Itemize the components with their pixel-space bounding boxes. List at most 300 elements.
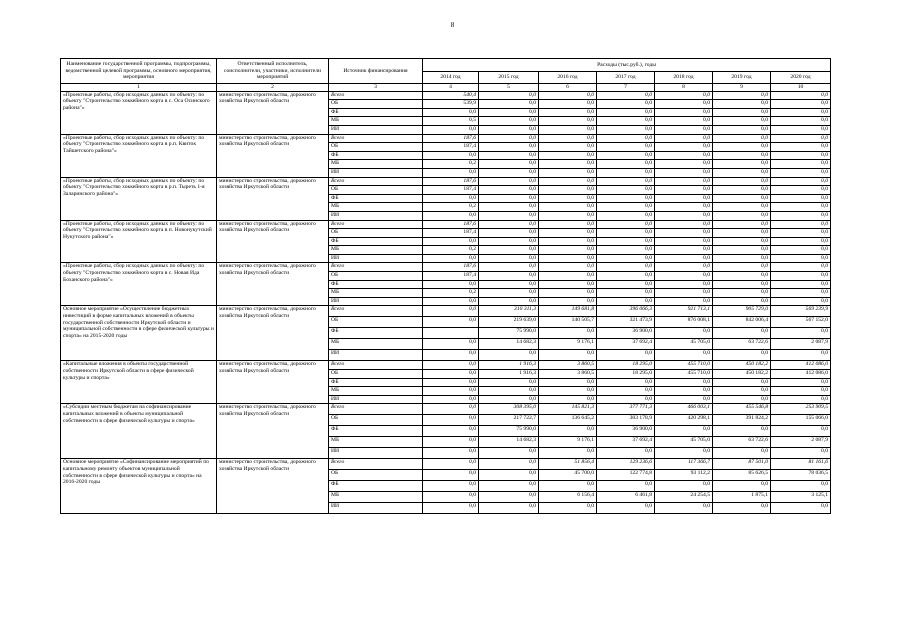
expense-value: 0,0 bbox=[713, 378, 771, 387]
budget-table bbox=[60, 58, 831, 514]
expense-value: 0,0 bbox=[597, 220, 655, 229]
expense-value: 0,0 bbox=[597, 254, 655, 263]
expense-value: 0,0 bbox=[539, 91, 597, 100]
expense-value: 0,0 bbox=[655, 108, 713, 117]
expense-value: 0,2 bbox=[423, 289, 479, 298]
expense-value: 0,0 bbox=[771, 177, 831, 186]
expense-value: 0,0 bbox=[539, 160, 597, 169]
expense-value: 0,0 bbox=[423, 415, 479, 426]
expense-value: 0,0 bbox=[713, 229, 771, 238]
funding-source: ОБ bbox=[329, 470, 423, 481]
expense-value: 78 036,5 bbox=[771, 470, 831, 481]
expense-value: 0,0 bbox=[479, 280, 539, 289]
expense-value: 45 700,0 bbox=[539, 470, 597, 481]
expense-value: 0,2 bbox=[423, 160, 479, 169]
funding-source: ОБ bbox=[329, 100, 423, 109]
expense-value: 45 705,0 bbox=[655, 339, 713, 350]
expense-value: 0,0 bbox=[539, 280, 597, 289]
table-body bbox=[61, 91, 831, 514]
expense-value: 0,0 bbox=[539, 395, 597, 404]
expense-value: 0,0 bbox=[479, 395, 539, 404]
expense-value: 0,0 bbox=[655, 229, 713, 238]
funding-source: МБ bbox=[329, 437, 423, 448]
expense-value: 0,0 bbox=[423, 470, 479, 481]
expense-value: 0,0 bbox=[771, 387, 831, 396]
funding-source: Всего bbox=[329, 306, 423, 317]
expense-value: 0,0 bbox=[597, 194, 655, 203]
funding-source: ФБ bbox=[329, 378, 423, 387]
expense-value: 0,0 bbox=[479, 503, 539, 514]
funding-source: МБ bbox=[329, 492, 423, 503]
expense-value: 0,0 bbox=[713, 254, 771, 263]
expense-value: 18 295,0 bbox=[597, 370, 655, 379]
table-row bbox=[61, 306, 831, 317]
expense-value: 0,5 bbox=[423, 117, 479, 126]
expense-value: 0,0 bbox=[479, 100, 539, 109]
expense-value: 0,0 bbox=[713, 289, 771, 298]
expense-value: 0,0 bbox=[479, 194, 539, 203]
expense-value: 0,0 bbox=[479, 203, 539, 212]
funding-source: ИИ bbox=[329, 297, 423, 306]
expense-value: 0,0 bbox=[539, 426, 597, 437]
expense-value: 0,0 bbox=[597, 151, 655, 160]
expense-value: 0,0 bbox=[539, 211, 597, 220]
expense-value: 0,0 bbox=[771, 100, 831, 109]
expense-value: 0,0 bbox=[597, 186, 655, 195]
expense-value: 0,0 bbox=[479, 254, 539, 263]
expense-value: 0,0 bbox=[771, 297, 831, 306]
expense-value: 455 710,0 bbox=[655, 370, 713, 379]
expense-value: 0,0 bbox=[713, 211, 771, 220]
expense-value: 310 311,3 bbox=[479, 306, 539, 317]
expense-value: 455 546,8 bbox=[713, 404, 771, 415]
expense-value: 0,0 bbox=[771, 289, 831, 298]
funding-source: Всего bbox=[329, 361, 423, 370]
funding-source: МБ bbox=[329, 246, 423, 255]
executor: министерство строительства, дорожного хозяйства Иркутской области bbox=[217, 361, 329, 404]
funding-source: ОБ bbox=[329, 415, 423, 426]
table-row bbox=[61, 220, 831, 229]
expense-value: 0,0 bbox=[713, 350, 771, 361]
expense-value: 540,4 bbox=[423, 91, 479, 100]
funding-source: Всего bbox=[329, 220, 423, 229]
expense-value: 0,0 bbox=[539, 378, 597, 387]
expense-value: 0,0 bbox=[539, 186, 597, 195]
header-name: Наименование государственной программы, подпрограммы, ведомственной целевой программы, основного мероприятия, мероприятия bbox=[61, 59, 217, 84]
expense-value: 0,0 bbox=[655, 448, 713, 459]
expense-value: 0,0 bbox=[655, 378, 713, 387]
expense-value: 0,0 bbox=[713, 151, 771, 160]
expense-value: 0,0 bbox=[479, 186, 539, 195]
measure-name: Основное мероприятие «Софинансирование мероприятий по капитальному ремонту объектов муниципальной собственности в сфере физической культуры и спорта» на 2016-2020 годы bbox=[61, 459, 217, 514]
expense-value: 0,0 bbox=[655, 168, 713, 177]
expense-value: 87 501,0 bbox=[713, 459, 771, 470]
funding-source: МБ bbox=[329, 387, 423, 396]
expense-value: 9 176,1 bbox=[539, 339, 597, 350]
expense-value: 0,0 bbox=[655, 350, 713, 361]
column-number: 7 bbox=[597, 84, 655, 92]
expense-value: 2 087,9 bbox=[771, 437, 831, 448]
expense-value: 0,0 bbox=[597, 91, 655, 100]
expense-value: 0,0 bbox=[713, 203, 771, 212]
expense-value: 0,0 bbox=[423, 306, 479, 317]
expense-value: 117 366,7 bbox=[655, 459, 713, 470]
expense-value: 24 254,5 bbox=[655, 492, 713, 503]
funding-source: ИИ bbox=[329, 168, 423, 177]
column-number: 8 bbox=[655, 84, 713, 92]
expense-value: 187,4 bbox=[423, 229, 479, 238]
expense-value: 0,0 bbox=[771, 378, 831, 387]
measure-name: «Капитальные вложения в объекты государственной собственности Иркутской области в сфере физической культуры и спорта» bbox=[61, 361, 217, 404]
expense-value: 9 176,1 bbox=[539, 437, 597, 448]
expense-value: 0,0 bbox=[655, 143, 713, 152]
expense-value: 0,0 bbox=[655, 280, 713, 289]
expense-value: 0,0 bbox=[713, 387, 771, 396]
header-year: 2016 год bbox=[539, 72, 597, 84]
expense-value: 0,0 bbox=[655, 328, 713, 339]
expense-value: 0,0 bbox=[423, 426, 479, 437]
expense-value: 0,0 bbox=[597, 272, 655, 281]
expense-value: 0,0 bbox=[597, 177, 655, 186]
expense-value: 0,0 bbox=[479, 459, 539, 470]
expense-value: 0,0 bbox=[713, 272, 771, 281]
expense-value: 0,0 bbox=[539, 220, 597, 229]
expense-value: 0,0 bbox=[655, 160, 713, 169]
measure-name: «Проектные работы, сбор исходных данных по объекту: по объекту "Строительство хоккейного корта в п. Новонукутский Нукутского района"» bbox=[61, 220, 217, 263]
expense-value: 0,0 bbox=[597, 378, 655, 387]
expense-value: 0,0 bbox=[597, 263, 655, 272]
expense-value: 0,0 bbox=[479, 448, 539, 459]
expense-value: 0,0 bbox=[539, 328, 597, 339]
expense-value: 0,0 bbox=[539, 448, 597, 459]
expense-value: 0,0 bbox=[713, 134, 771, 143]
expense-value: 412 086,0 bbox=[771, 361, 831, 370]
expense-value: 0,0 bbox=[713, 503, 771, 514]
executor: министерство строительства, дорожного хозяйства Иркутской области bbox=[217, 404, 329, 459]
expense-value: 0,0 bbox=[771, 229, 831, 238]
funding-source: ИИ bbox=[329, 395, 423, 404]
expense-value: 0,0 bbox=[423, 437, 479, 448]
expense-value: 308 395,0 bbox=[479, 404, 539, 415]
expense-value: 0,0 bbox=[423, 151, 479, 160]
funding-source: ИИ bbox=[329, 125, 423, 134]
funding-source: Всего bbox=[329, 177, 423, 186]
executor: министерство строительства, дорожного хозяйства Иркутской области bbox=[217, 91, 329, 134]
table-row bbox=[61, 404, 831, 415]
expense-value: 0,0 bbox=[655, 211, 713, 220]
expense-value: 0,0 bbox=[479, 272, 539, 281]
expense-value: 921 713,1 bbox=[655, 306, 713, 317]
expense-value: 187,6 bbox=[423, 263, 479, 272]
funding-source: ИИ bbox=[329, 254, 423, 263]
column-number: 2 bbox=[217, 84, 329, 92]
expense-value: 0,0 bbox=[539, 387, 597, 396]
expense-value: 0,0 bbox=[539, 350, 597, 361]
expense-value: 0,0 bbox=[479, 350, 539, 361]
expense-value: 0,0 bbox=[655, 125, 713, 134]
expense-value: 0,0 bbox=[479, 211, 539, 220]
expense-value: 187,4 bbox=[423, 186, 479, 195]
expense-value: 0,0 bbox=[655, 220, 713, 229]
expense-value: 455 710,0 bbox=[655, 361, 713, 370]
expense-value: 412 086,0 bbox=[771, 370, 831, 379]
expense-value: 37 692,4 bbox=[597, 437, 655, 448]
expense-value: 217 722,7 bbox=[479, 415, 539, 426]
measure-name: «Проектные работы, сбор исходных данных по объекту: по объекту "Строительство хоккейного корта в р.п. Квиток Тайшетского района"» bbox=[61, 134, 217, 177]
funding-source: МБ bbox=[329, 203, 423, 212]
expense-value: 0,0 bbox=[539, 237, 597, 246]
expense-value: 0,0 bbox=[479, 246, 539, 255]
expense-value: 0,0 bbox=[771, 117, 831, 126]
expense-value: 0,0 bbox=[479, 177, 539, 186]
expense-value: 0,0 bbox=[771, 328, 831, 339]
expense-value: 0,0 bbox=[423, 108, 479, 117]
funding-source: Всего bbox=[329, 91, 423, 100]
expense-value: 0,0 bbox=[771, 168, 831, 177]
expense-value: 45 705,0 bbox=[655, 437, 713, 448]
header-year: 2018 год bbox=[655, 72, 713, 84]
expense-value: 0,0 bbox=[423, 387, 479, 396]
expense-value: 3 860,5 bbox=[539, 370, 597, 379]
expense-value: 0,0 bbox=[713, 186, 771, 195]
expense-value: 0,0 bbox=[655, 151, 713, 160]
expense-value: 567 152,0 bbox=[771, 317, 831, 328]
expense-value: 0,0 bbox=[655, 194, 713, 203]
expense-value: 0,0 bbox=[423, 194, 479, 203]
expense-value: 187,4 bbox=[423, 143, 479, 152]
expense-value: 187,6 bbox=[423, 220, 479, 229]
expense-value: 145 821,3 bbox=[539, 404, 597, 415]
column-number: 4 bbox=[423, 84, 479, 92]
expense-value: 6 461,8 bbox=[597, 492, 655, 503]
expense-value: 0,0 bbox=[655, 134, 713, 143]
expense-value: 303 178,9 bbox=[597, 415, 655, 426]
expense-value: 0,0 bbox=[539, 272, 597, 281]
expense-value: 0,0 bbox=[423, 317, 479, 328]
expense-value: 0,0 bbox=[423, 370, 479, 379]
expense-value: 0,0 bbox=[539, 203, 597, 212]
expense-value: 0,0 bbox=[655, 503, 713, 514]
expense-value: 0,0 bbox=[539, 503, 597, 514]
expense-value: 0,0 bbox=[479, 237, 539, 246]
table-row bbox=[61, 177, 831, 186]
measure-name: Основное мероприятие «Осуществление бюджетных инвестиций в форме капитальных вложений в объекты государственной собственности Иркутской области и муниципальной собственности в сфере физической культуры и спорта» на 2015-2020 годы bbox=[61, 306, 217, 361]
expense-value: 0,0 bbox=[655, 387, 713, 396]
expense-value: 1 875,1 bbox=[713, 492, 771, 503]
expense-value: 0,0 bbox=[479, 220, 539, 229]
expense-value: 0,0 bbox=[713, 395, 771, 404]
funding-source: ФБ bbox=[329, 481, 423, 492]
expense-value: 129 236,6 bbox=[597, 459, 655, 470]
expense-value: 0,0 bbox=[479, 387, 539, 396]
expense-value: 0,0 bbox=[539, 289, 597, 298]
executor: министерство строительства, дорожного хозяйства Иркутской области bbox=[217, 459, 329, 514]
expense-value: 187,4 bbox=[423, 272, 479, 281]
expense-value: 0,0 bbox=[597, 387, 655, 396]
expense-value: 0,0 bbox=[423, 168, 479, 177]
expense-value: 0,0 bbox=[597, 168, 655, 177]
expense-value: 0,0 bbox=[771, 203, 831, 212]
column-number: 6 bbox=[539, 84, 597, 92]
expense-value: 0,0 bbox=[423, 211, 479, 220]
expense-value: 0,0 bbox=[423, 254, 479, 263]
expense-value: 0,0 bbox=[771, 254, 831, 263]
expense-value: 0,0 bbox=[423, 448, 479, 459]
expense-value: 0,0 bbox=[597, 246, 655, 255]
expense-value: 81 161,6 bbox=[771, 459, 831, 470]
expense-value: 0,0 bbox=[771, 194, 831, 203]
column-number: 1 bbox=[61, 84, 217, 92]
expense-value: 0,0 bbox=[479, 151, 539, 160]
funding-source: ИИ bbox=[329, 448, 423, 459]
expense-value: 0,0 bbox=[539, 125, 597, 134]
funding-source: МБ bbox=[329, 160, 423, 169]
expense-value: 0,0 bbox=[423, 361, 479, 370]
table-row bbox=[61, 91, 831, 100]
expense-value: 0,0 bbox=[479, 263, 539, 272]
expense-value: 0,0 bbox=[539, 177, 597, 186]
table-row bbox=[61, 263, 831, 272]
measure-name: «Проектные работы, сбор исходных данных по объекту: по объекту "Строительство хоккейного корта в с. Новая Ида Боханского района"» bbox=[61, 263, 217, 306]
expense-value: 0,0 bbox=[597, 100, 655, 109]
header-year: 2017 год bbox=[597, 72, 655, 84]
expense-value: 0,0 bbox=[479, 229, 539, 238]
executor: министерство строительства, дорожного хозяйства Иркутской области bbox=[217, 220, 329, 263]
expense-value: 0,0 bbox=[597, 229, 655, 238]
funding-source: ОБ bbox=[329, 370, 423, 379]
expense-value: 0,0 bbox=[713, 263, 771, 272]
expense-value: 876 008,1 bbox=[655, 317, 713, 328]
expense-value: 539,9 bbox=[423, 100, 479, 109]
expense-value: 0,0 bbox=[423, 395, 479, 404]
expense-value: 0,0 bbox=[655, 426, 713, 437]
expense-value: 0,0 bbox=[539, 297, 597, 306]
expense-value: 0,0 bbox=[713, 100, 771, 109]
expense-value: 0,0 bbox=[655, 289, 713, 298]
measure-name: «Субсидии местным бюджетам на софинансирование капитальных вложений в объекты муниципальной собственности в сфере физической культуры и спорта» bbox=[61, 404, 217, 459]
expense-value: 0,0 bbox=[771, 125, 831, 134]
expense-value: 0,0 bbox=[597, 350, 655, 361]
expense-value: 122 774,8 bbox=[597, 470, 655, 481]
expense-value: 0,0 bbox=[771, 143, 831, 152]
column-number: 5 bbox=[479, 84, 539, 92]
table-row bbox=[61, 459, 831, 470]
executor: министерство строительства, дорожного хозяйства Иркутской области bbox=[217, 306, 329, 361]
expense-value: 0,0 bbox=[713, 117, 771, 126]
funding-source: МБ bbox=[329, 339, 423, 350]
expense-value: 0,0 bbox=[539, 134, 597, 143]
expense-value: 1 916,3 bbox=[479, 370, 539, 379]
funding-source: ОБ bbox=[329, 317, 423, 328]
expense-value: 391 824,2 bbox=[713, 415, 771, 426]
expense-value: 0,0 bbox=[713, 426, 771, 437]
expense-value: 18 295,0 bbox=[597, 361, 655, 370]
expense-value: 0,0 bbox=[771, 272, 831, 281]
expense-value: 0,2 bbox=[423, 246, 479, 255]
expense-value: 0,0 bbox=[479, 125, 539, 134]
funding-source: ФБ bbox=[329, 151, 423, 160]
expense-value: 0,0 bbox=[597, 237, 655, 246]
expense-value: 0,0 bbox=[479, 289, 539, 298]
expense-value: 0,0 bbox=[771, 160, 831, 169]
expense-value: 905 729,0 bbox=[713, 306, 771, 317]
expense-value: 0,0 bbox=[713, 237, 771, 246]
column-number: 10 bbox=[771, 84, 831, 92]
executor: министерство строительства, дорожного хозяйства Иркутской области bbox=[217, 134, 329, 177]
expense-value: 75 990,0 bbox=[479, 426, 539, 437]
expense-value: 0,0 bbox=[539, 263, 597, 272]
expense-value: 0,0 bbox=[423, 503, 479, 514]
expense-value: 0,0 bbox=[713, 125, 771, 134]
expense-value: 0,0 bbox=[479, 492, 539, 503]
expense-value: 0,0 bbox=[539, 100, 597, 109]
expense-value: 0,0 bbox=[539, 151, 597, 160]
expense-value: 0,0 bbox=[479, 134, 539, 143]
expense-value: 0,0 bbox=[479, 117, 539, 126]
funding-source: ФБ bbox=[329, 194, 423, 203]
header-year: 2020 год bbox=[771, 72, 831, 84]
expense-value: 466 003,1 bbox=[655, 404, 713, 415]
expense-value: 0,0 bbox=[713, 481, 771, 492]
expense-value: 0,0 bbox=[479, 470, 539, 481]
expense-value: 51 856,4 bbox=[539, 459, 597, 470]
expense-value: 63 722,6 bbox=[713, 339, 771, 350]
expense-value: 0,0 bbox=[771, 481, 831, 492]
expense-value: 0,0 bbox=[713, 91, 771, 100]
expense-value: 0,0 bbox=[539, 229, 597, 238]
column-number: 9 bbox=[713, 84, 771, 92]
expense-value: 0,0 bbox=[771, 350, 831, 361]
expense-value: 0,0 bbox=[423, 404, 479, 415]
expense-value: 0,0 bbox=[423, 280, 479, 289]
column-number: 3 bbox=[329, 84, 423, 92]
funding-source: ОБ bbox=[329, 229, 423, 238]
header-year: 2015 год bbox=[479, 72, 539, 84]
expense-value: 36 900,0 bbox=[597, 328, 655, 339]
expense-value: 0,0 bbox=[655, 254, 713, 263]
page-number: 8 bbox=[450, 21, 455, 29]
expense-value: 0,0 bbox=[479, 143, 539, 152]
funding-source: ОБ bbox=[329, 186, 423, 195]
expense-value: 0,0 bbox=[771, 108, 831, 117]
header-expenses: Расходы (тыс.руб.), годы bbox=[423, 59, 831, 72]
expense-value: 63 722,6 bbox=[713, 437, 771, 448]
expense-value: 0,0 bbox=[597, 160, 655, 169]
funding-source: ОБ bbox=[329, 272, 423, 281]
expense-value: 0,0 bbox=[771, 186, 831, 195]
expense-value: 253 909,5 bbox=[771, 404, 831, 415]
expense-value: 0,0 bbox=[597, 117, 655, 126]
expense-value: 0,0 bbox=[655, 186, 713, 195]
expense-value: 149 681,8 bbox=[539, 306, 597, 317]
expense-value: 0,0 bbox=[597, 134, 655, 143]
header-year: 2019 год bbox=[713, 72, 771, 84]
expense-value: 0,0 bbox=[597, 289, 655, 298]
funding-source: Всего bbox=[329, 263, 423, 272]
expense-value: 0,0 bbox=[771, 503, 831, 514]
funding-source: МБ bbox=[329, 117, 423, 126]
expense-value: 0,0 bbox=[597, 143, 655, 152]
expense-value: 75 990,0 bbox=[479, 328, 539, 339]
expense-value: 0,0 bbox=[713, 108, 771, 117]
funding-source: Всего bbox=[329, 134, 423, 143]
expense-value: 0,0 bbox=[423, 481, 479, 492]
expense-value: 0,0 bbox=[771, 280, 831, 289]
expense-value: 0,0 bbox=[539, 143, 597, 152]
expense-value: 0,0 bbox=[479, 108, 539, 117]
expense-value: 0,0 bbox=[597, 108, 655, 117]
expense-value: 6 156,4 bbox=[539, 492, 597, 503]
